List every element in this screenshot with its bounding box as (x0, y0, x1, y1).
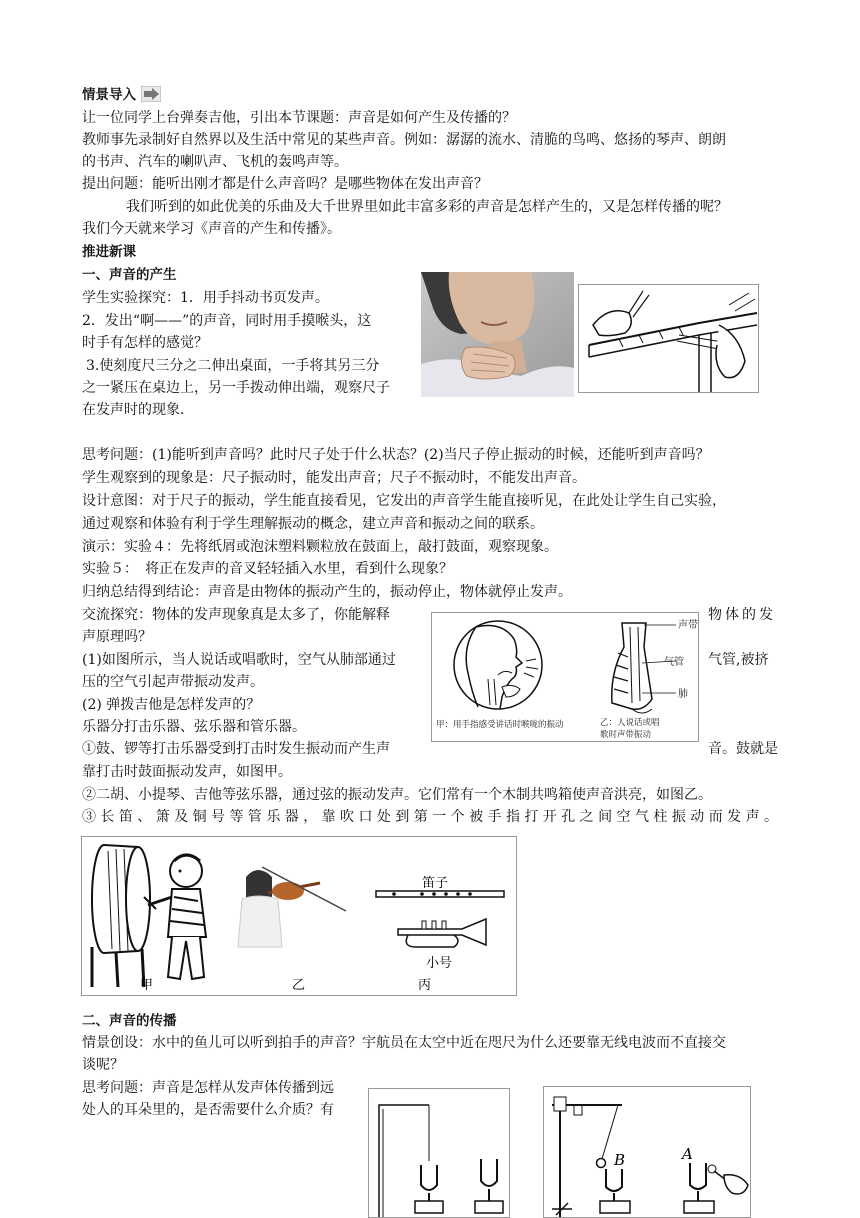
voice-explanation-b: 压的空气引起声带振动发声。 (82, 674, 264, 690)
label-fork-a: A (682, 1145, 693, 1163)
tuning-fork-figure-right (543, 1086, 751, 1218)
experiment-5: 实验５： 将正在发声的音叉轻轻插入水里，看到什么现象？ (82, 561, 453, 577)
intro-heading: 情景导入 (82, 84, 161, 106)
caption-right-1: 乙：人说话或唱 (600, 718, 660, 728)
explore-b: 声原理吗？ (82, 629, 152, 645)
design-intent-a: 设计意图：对于尺子的振动，学生能直接看见，它发出的声音学生能直接听见，在此处让学生自己实验， (82, 493, 726, 509)
think-question-1: 思考问题：(1)能听到声音吗？此时尺子处于什么状态？(2)当尺子停止振动的时候，还能听到声音吗？ (82, 447, 710, 463)
experiment-3a: 3.使刻度尺三分之二伸出桌面，一手将其另三分 (86, 358, 380, 374)
section-1-heading: 一、声音的产生 (82, 267, 177, 283)
caption-right-2: 歌时声带振动 (600, 730, 652, 740)
section-2-heading: 二、声音的传播 (82, 1013, 177, 1029)
voice-explanation-a: (1)如图所示，当人说话或唱歌时，空气从肺部通过 (82, 652, 396, 668)
student-observation: 学生观察到的现象是：尺子振动时，能发出声音；尺子不振动时，不能发出声音。 (82, 470, 586, 486)
intro-paragraph-2b: 的书声、汽车的喇叭声、飞机的轰鸣声等。 (82, 154, 348, 170)
scene-b: 谈呢？ (82, 1057, 124, 1073)
label-flute: 笛子 (422, 876, 449, 891)
arrow-icon (141, 86, 161, 102)
explore-a: 交流探究：物体的发声现象真是太多了，你能解释 (82, 607, 390, 623)
experiment-3b: 之一紧压在桌边上，另一手拨动伸出端，观察尺子 (82, 380, 390, 396)
experiment-1: 学生实验探究：1．用手抖动书页发声。 (82, 290, 329, 306)
scene-a: 情景创设：水中的鱼儿可以听到拍手的声音？宇航员在太空中近在咫尺为什么还要靠无线电波而不直接交 (82, 1035, 726, 1051)
experiment-3c: 在发声时的现象. (82, 402, 185, 418)
tuning-fork-figure-left (368, 1088, 510, 1218)
label-lung: 肺 (678, 689, 688, 700)
conclusion: 归纳总结得到结论：声音是由物体的振动产生的，振动停止，物体就停止发声。 (82, 584, 572, 600)
wind-instruments: ③长笛、箫及铜号等管乐器，靠吹口处到第一个被手指打开孔之间空气柱振动而发声。 (82, 809, 778, 825)
think-question-2a: 思考问题：声音是怎样从发声体传播到远 (82, 1080, 334, 1096)
new-lesson-heading: 推进新课 (82, 244, 136, 260)
voice-production-figure (431, 612, 699, 742)
voice-explanation-a2: 气管,被挤 (708, 652, 769, 668)
label-trumpet: 小号 (426, 956, 453, 971)
intro-question: 提出问题：能听出刚才都是什么声音吗？是哪些物体在发出声音？ (82, 176, 488, 192)
intro-paragraph-2a: 教师事先录制好自然界以及生活中常见的某些声音。例如：潺潺的流水、清脆的鸟鸣、悠扬的琴声、朗朗 (82, 132, 726, 148)
intro-paragraph-4a: 我们听到的如此优美的乐曲及大千世界里如此丰富多彩的声音是怎样产生的，又是怎样传播的呢？ (126, 199, 728, 215)
intro-paragraph-1: 让一位同学上台弹奏吉他，引出本节课题：声音是如何产生及传播的？ (82, 110, 516, 126)
ruler-vibration-drawing (578, 284, 759, 393)
percussion-b: 靠打击时鼓面振动发声，如图甲。 (82, 764, 292, 780)
explore-a2: 物体的发 (708, 607, 776, 623)
label-bing: 丙 (418, 978, 432, 993)
demo-experiment-4: 演示：实验４：先将纸屑或泡沫塑料颗粒放在鼓面上，敲打鼓面，观察现象。 (82, 539, 558, 555)
label-trachea: 气管 (664, 657, 684, 668)
experiment-2a: 2．发出“啊——”的声音，同时用手摸喉头，这 (82, 313, 372, 329)
guitar-question: (2) 弹拨吉他是怎样发声的？ (82, 697, 261, 713)
label-yi: 乙 (292, 978, 306, 993)
caption-left: 甲：用手指感受讲话时喉咙的振动 (436, 720, 564, 730)
percussion-a: ①鼓、锣等打击乐器受到打击时发生振动而产生声 (82, 741, 390, 757)
intro-paragraph-4b: 我们今天就来学习《声音的产生和传播》。 (82, 221, 341, 237)
instrument-types: 乐器分打击乐器、弦乐器和管乐器。 (82, 719, 306, 735)
label-fork-b: B (614, 1151, 626, 1169)
string-instruments: ②二胡、小提琴、吉他等弦乐器，通过弦的振动发声。它们常有一个木制共鸣箱使声音洪亮，如图乙。 (82, 787, 712, 803)
label-jia: 甲 (140, 978, 154, 993)
percussion-a2: 音。鼓就是 (708, 741, 778, 757)
throat-touch-photo (421, 272, 574, 397)
instruments-figure (81, 836, 517, 996)
think-question-2b: 处人的耳朵里的，是否需要什么介质？有 (82, 1102, 334, 1118)
label-vocal-cords: 声带 (678, 620, 698, 631)
design-intent-b: 通过观察和体验有利于学生理解振动的概念，建立声音和振动之间的联系。 (82, 516, 544, 532)
experiment-2b: 时手有怎样的感觉？ (82, 335, 208, 351)
